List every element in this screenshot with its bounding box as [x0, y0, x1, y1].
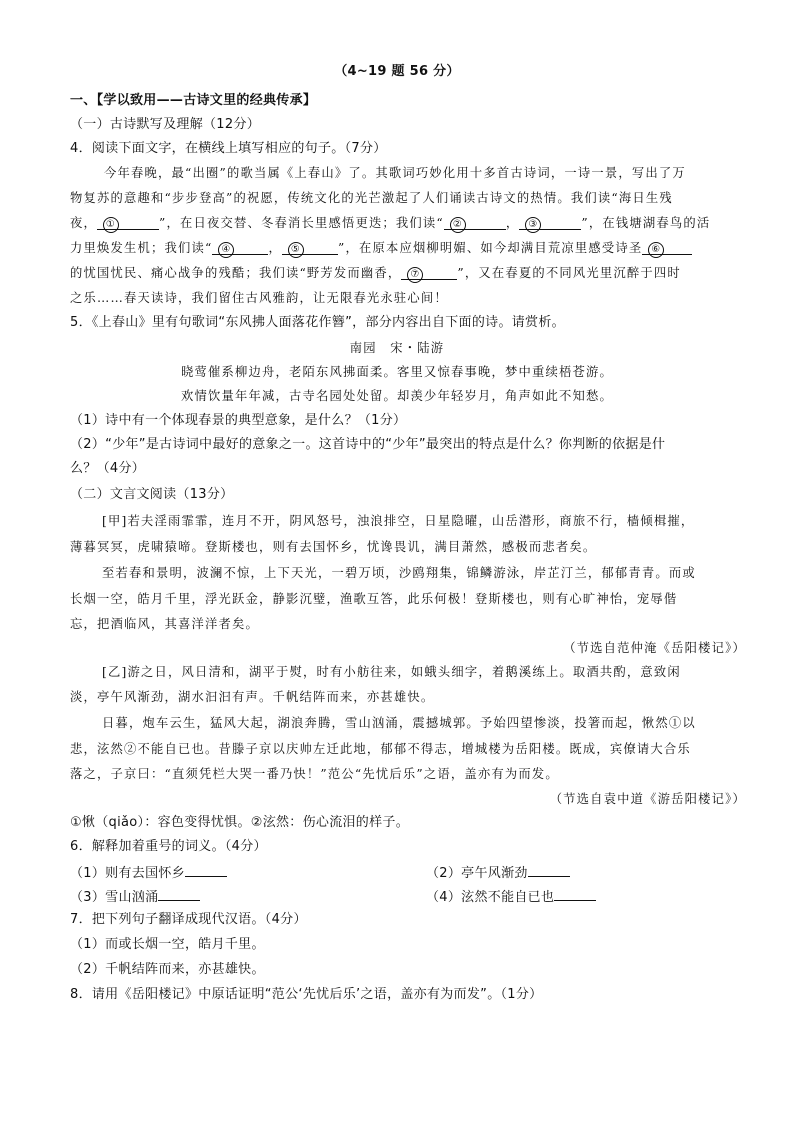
q6-item-4: （4）泫然不能自已也	[426, 890, 555, 905]
q6-row	[70, 886, 746, 908]
q4-paragraph-line: 夜， ① ”，在日夜交替、冬春消长里感悟更迭；我们读“ ② ， ③ ”，在钱塘湖春鸟的活	[70, 213, 746, 233]
annotations: ①愀（qiǎo）：容色变得忧惧。②泫然：伤心流泪的样子。	[70, 815, 409, 830]
q4-paragraph-line: 力里焕发生机；我们读“ ④ ， ⑤ ”，在原本应烟柳明媚、如今却满目荒凉里感受诗圣 ⑥	[70, 238, 746, 258]
answer-line-6-4[interactable]	[554, 886, 596, 901]
answer-line-6-1[interactable]	[185, 862, 227, 877]
q6-item-2: （2）亭午风渐劲	[426, 866, 528, 881]
q7-item-1: （1）而或长烟一空，皓月千里。	[70, 937, 265, 952]
poem-title: 南园 宋・陆游	[349, 341, 445, 355]
passage-a-source: （节选自范仲淹《岳阳楼记》）	[563, 641, 746, 655]
section-title-poetry: （一）古诗默写及理解（12分）	[70, 117, 261, 132]
passage-a-line: [甲]若夫淫雨霏霏，连月不开，阴风怒号，浊浪排空，日星隐曜，山岳潜形，商旅不行，樯倾楫摧，	[102, 514, 695, 528]
fill-blank-6[interactable]: ⑥	[642, 239, 692, 255]
question-6-stem: 6．解释加着重号的词义。（4分）	[70, 839, 267, 854]
q4-paragraph-line: 今年春晚，最“出圈”的歌当属《上春山》了。其歌词巧妙化用十多首古诗词，一诗一景，写出了万	[104, 166, 686, 180]
passage-a-line: 至若春和景明，波澜不惊，上下天光，一碧万顷，沙鸥翔集，锦鳞游泳，岸芷汀兰，郁郁青青。而或	[102, 566, 696, 580]
passage-b-line: 落之，子京曰：“直须凭栏大哭一番乃快！”范公“先忧后乐”之语，盖亦有为而发。	[70, 767, 559, 781]
part-title: 一、【学以致用——古诗文里的经典传承】	[70, 93, 317, 108]
q4-paragraph-line: 物复苏的意趣和“步步登高”的祝愿，传统文化的光芒激起了人们诵读古诗文的热情。我们读“海日生残	[70, 191, 673, 205]
passage-a-line: 薄暮冥冥，虎啸猿啼。登斯楼也，则有去国怀乡，忧谗畏讥，满目萧然，感极而悲者矣。	[70, 540, 597, 554]
poem-line: 欢情饮量年年减，古寺名园处处留。却羡少年轻岁月，角声如此不知愁。	[181, 389, 613, 403]
fill-blank-2[interactable]: ②	[444, 214, 506, 230]
q6-row	[70, 862, 746, 884]
passage-b-line: [乙]游之日，风日清和，湖平于熨，时有小舫往来，如蛾头细字，着鹅溪练上。取酒共酌，意致闲	[102, 665, 681, 679]
q6-item-1: （1）则有去国怀乡	[70, 866, 185, 881]
passage-b-line: 日暮，炮车云生，猛风大起，湖浪奔腾，雪山汹涌，震撼城郭。予始四望惨淡，投箸而起，愀然①以	[102, 716, 696, 730]
score-header: （4~19 题 56 分）	[334, 64, 460, 79]
passage-a-line: 忘，把酒临风，其喜洋洋者矣。	[70, 617, 259, 631]
fill-blank-7[interactable]: ⑦	[401, 264, 457, 280]
passage-b-line: 淡，亭午风渐劲，湖水汩汩有声。千帆结阵而来，亦甚雄快。	[70, 690, 435, 704]
poem-line: 晓莺催系柳边舟，老陌东风拂面柔。客里又惊春事晚，梦中重续梧苍游。	[181, 365, 613, 379]
fill-blank-5[interactable]: ⑤	[282, 239, 338, 255]
q6-item-3: （3）雪山汹涌	[70, 890, 159, 905]
answer-line-6-2[interactable]	[528, 862, 570, 877]
passage-b-source: （节选自袁中道《游岳阳楼记》）	[549, 792, 746, 806]
fill-blank-1[interactable]: ①	[97, 214, 159, 230]
q6-item-4-wrap	[426, 886, 596, 908]
q7-item-2: （2）千帆结阵而来，亦甚雄快。	[70, 962, 265, 977]
q6-item-2-wrap	[426, 862, 570, 884]
passage-b-line: 悲，泫然②不能自已也。昔滕子京以庆帅左迁此地，郁郁不得志，增城楼为岳阳楼。既成，宾僚请大合乐	[70, 742, 691, 756]
question-5-sub-1: （1）诗中有一个体现春景的典型意象，是什么？（1分）	[70, 413, 407, 428]
q4-paragraph-line: 之乐……春天读诗，我们留住古风雅韵，让无限春光永驻心间！	[70, 291, 448, 305]
fill-blank-4[interactable]: ④	[212, 239, 268, 255]
passage-a-line: 长烟一空，皓月千里，浮光跃金，静影沉璧，渔歌互答，此乐何极！登斯楼也，则有心旷神怡，宠辱偕	[70, 592, 678, 606]
question-5-stem: 5．《上春山》里有句歌词“东风拂人面落花作簪”，部分内容出自下面的诗。请赏析。	[70, 315, 565, 330]
question-5-sub-2-cont: 么？（4分）	[70, 461, 146, 476]
question-4-stem: 4．阅读下面文字，在横线上填写相应的句子。（7分）	[70, 141, 387, 156]
question-7-stem: 7．把下列句子翻译成现代汉语。（4分）	[70, 912, 307, 927]
question-5-sub-2: （2）“少年”是古诗词中最好的意象之一。这首诗中的“少年”最突出的特点是什么？你判断的依据是什	[70, 437, 666, 452]
fill-blank-3[interactable]: ③	[519, 214, 581, 230]
answer-line-6-3[interactable]	[158, 886, 200, 901]
section-title-classical: （二）文言文阅读（13分）	[70, 487, 234, 502]
q4-paragraph-line: 的忧国忧民、痛心战争的残酷；我们读“野芳发而幽香， ⑦ ”，又在春夏的不同风光里沉醉于四时	[70, 263, 746, 283]
question-8-stem: 8．请用《岳阳楼记》中原话证明“范公‘先忧后乐’之语，盖亦有为而发”。（1分）	[70, 987, 543, 1002]
